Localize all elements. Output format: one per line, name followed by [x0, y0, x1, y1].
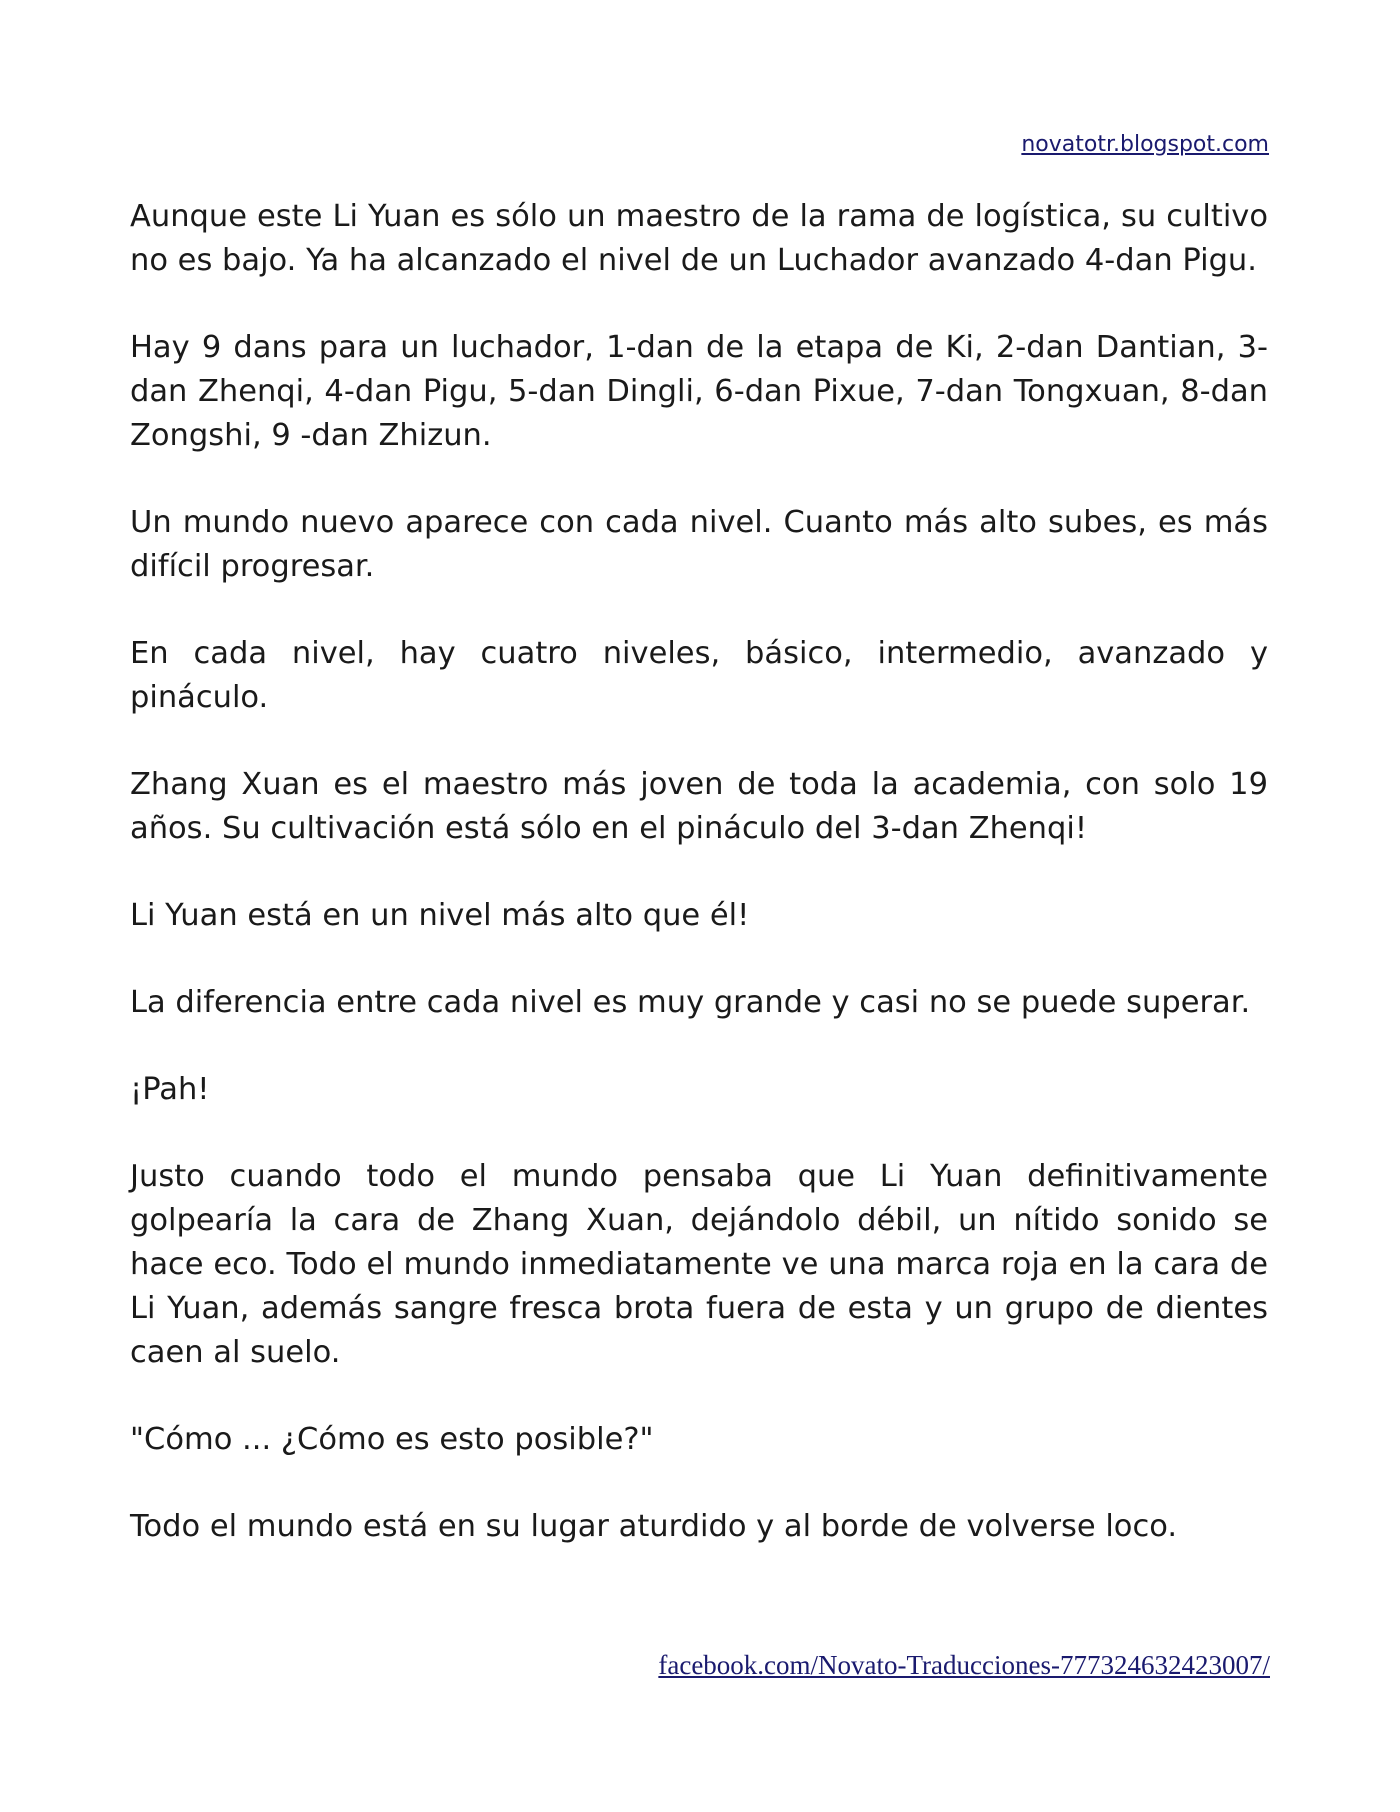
paragraph-2: Hay 9 dans para un luchador, 1-dan de la etapa de Ki, 2-dan Dantian, 3-dan Zhenqi, 4-dan Pigu, 5-dan Dingli, 6-dan Pixue, 7-dan Tongxuan, 8-dan Zongshi, 9 -dan Zhizun.: [130, 330, 1268, 453]
paragraph-8: ¡Pah!: [130, 1072, 210, 1107]
blog-link[interactable]: novatotr.blogspot.com: [1021, 132, 1269, 157]
paragraph-10: "Cómo ... ¿Cómo es esto posible?": [130, 1422, 654, 1457]
paragraph-5: Zhang Xuan es el maestro más joven de toda la academia, con solo 19 años. Su cultivación está sólo en el pináculo del 3-dan Zhenqi!: [130, 767, 1268, 846]
paragraph-1: Aunque este Li Yuan es sólo un maestro de la rama de logística, su cultivo no es bajo. Ya ha alcanzado el nivel de un Luchador avanzado 4-dan Pigu.: [130, 199, 1268, 278]
facebook-link[interactable]: facebook.com/Novato-Traducciones-777324632423007/: [658, 1650, 1270, 1680]
paragraph-9: Justo cuando todo el mundo pensaba que Li Yuan definitivamente golpearía la cara de Zhang Xuan, dejándolo débil, un nítido sonido se hace eco. Todo el mundo inmediatamente ve una marca roja en la cara de Li Yuan, además sangre fresca brota fuera de esta y un grupo de dientes caen al suelo.: [130, 1159, 1268, 1370]
paragraph-6: Li Yuan está en un nivel más alto que él!: [130, 898, 750, 933]
document-body: [130, 195, 1268, 1592]
paragraph-7: La diferencia entre cada nivel es muy grande y casi no se puede superar.: [130, 985, 1251, 1020]
paragraph-11: Todo el mundo está en su lugar aturdido y al borde de volverse loco.: [130, 1509, 1178, 1544]
paragraph-3: Un mundo nuevo aparece con cada nivel. Cuanto más alto subes, es más difícil progresar.: [130, 505, 1268, 584]
paragraph-4: En cada nivel, hay cuatro niveles, básico, intermedio, avanzado y pináculo.: [130, 636, 1268, 715]
